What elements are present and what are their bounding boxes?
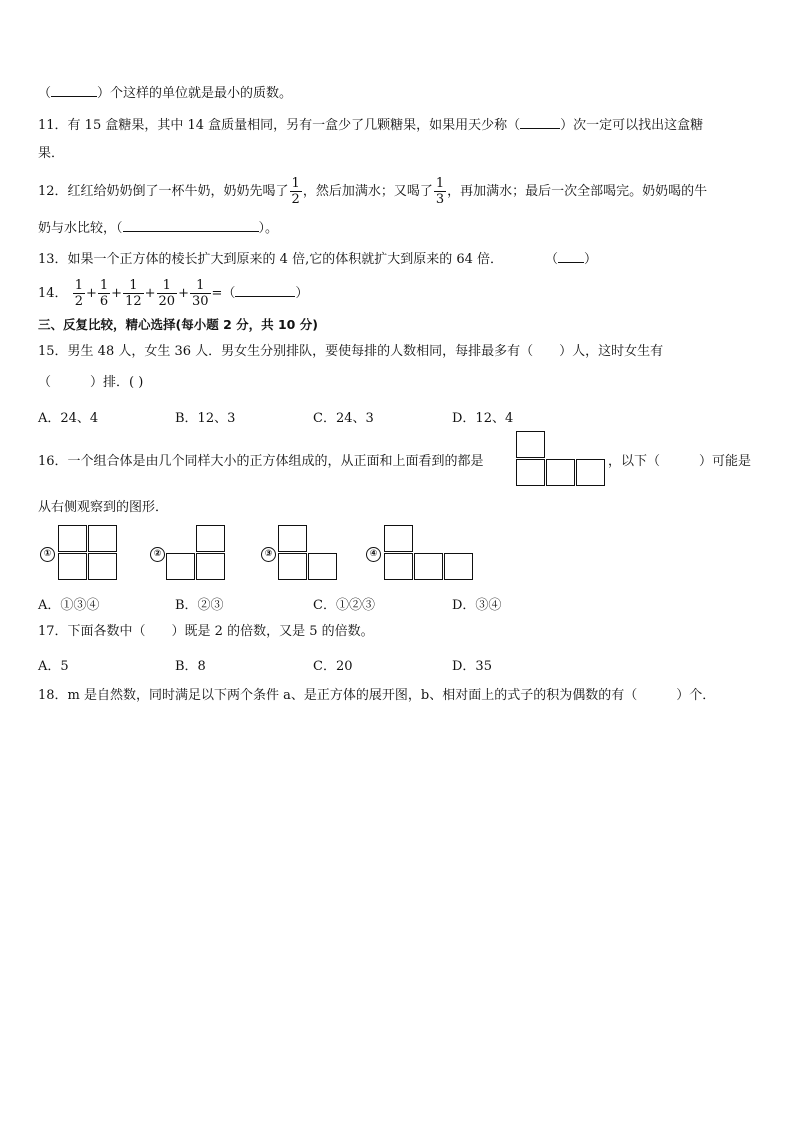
fraction: $\frac{1}{6}$ [99,278,109,309]
question-15-cont: （ ）排．( ) [38,375,144,390]
question-14: 14． $\frac{1}{2}$ + $\frac{1}{6}$ + $\frac{1}{12}$ + $\frac{1}{20}$ + $\frac{1}{30}$ =（ ） [38,278,309,309]
view-figure [516,431,608,489]
option-a[interactable]: A．①③④ [38,598,100,613]
fraction: $\frac{1}{2}$ [74,278,83,309]
fraction: $\frac{1}{30}$ [191,278,209,309]
option-a[interactable]: A．24、4 [38,411,99,426]
question-12-cont: 奶与水比较，（ ）。 [38,221,279,236]
fraction: $\frac{1}{20}$ [158,278,176,309]
answer-blank[interactable] [123,219,259,232]
q10-tail: （ ）个这样的单位就是最小的质数。 [38,86,293,101]
question-11-cont: 果． [38,146,65,161]
option-b[interactable]: B．②③ [175,598,224,613]
answer-blank[interactable] [558,250,584,263]
mark-2: ② [150,547,165,562]
question-18: 18．m 是自然数，同时满足以下两个条件 a、是正方体的展开图，b、相对面上的式子的积为偶数的有（ ）个． [38,688,716,703]
answer-blank[interactable] [520,116,560,129]
section-heading: 三、反复比较，精心选择(每小题 2 分，共 10 分) [38,317,318,332]
option-b[interactable]: B．12、3 [175,411,236,426]
option-c[interactable]: C．20 [313,659,353,674]
question-15: 15．男生 48 人，女生 36 人．男女生分别排队，要使每排的人数相同，每排最多有（ ）人，这时女生有 [38,344,664,359]
fraction: $\frac{1}{3}$ [435,176,445,207]
option-a[interactable]: A．5 [38,659,69,674]
answer-blank[interactable] [51,84,97,97]
mark-4: ④ [366,547,381,562]
answer-blank[interactable] [235,284,295,297]
question-16-tail: ，以下（ ）可能是 [608,454,752,469]
question-12: 12．红红给奶奶倒了一杯牛奶，奶奶先喝了 $\frac{1}{2}$ ，然后加满水；又喝了 $\frac{1}{3}$ ，再加满水；最后一次全部喝完。奶奶喝的牛 [38,176,708,207]
mark-3: ③ [261,547,276,562]
mark-1: ① [40,547,55,562]
option-c[interactable]: C．①②③ [313,598,375,613]
option-d[interactable]: D．35 [452,659,492,674]
option-b[interactable]: B．8 [175,659,206,674]
question-11: 11．有 15 盒糖果，其中 14 盒质量相同，另有一盒少了几颗糖果，如果用天少称（ ）次一定可以找出这盒糖 [38,118,704,133]
option-d[interactable]: D．③④ [452,598,502,613]
question-17: 17．下面各数中（ ）既是 2 的倍数，又是 5 的倍数。 [38,624,374,639]
fraction: $\frac{1}{2}$ [291,176,300,207]
question-13: 13．如果一个正方体的棱长扩大到原来的 4 倍,它的体积就扩大到原来的 64 倍． （ ） [38,252,598,267]
question-16: 16．一个组合体是由几个同样大小的正方体组成的，从正面和上面看到的都是 [38,454,484,469]
question-16-cont: 从右侧观察到的图形． [38,500,169,515]
option-d[interactable]: D．12、4 [452,411,514,426]
fraction: $\frac{1}{12}$ [125,278,142,309]
option-c[interactable]: C．24、3 [313,411,374,426]
